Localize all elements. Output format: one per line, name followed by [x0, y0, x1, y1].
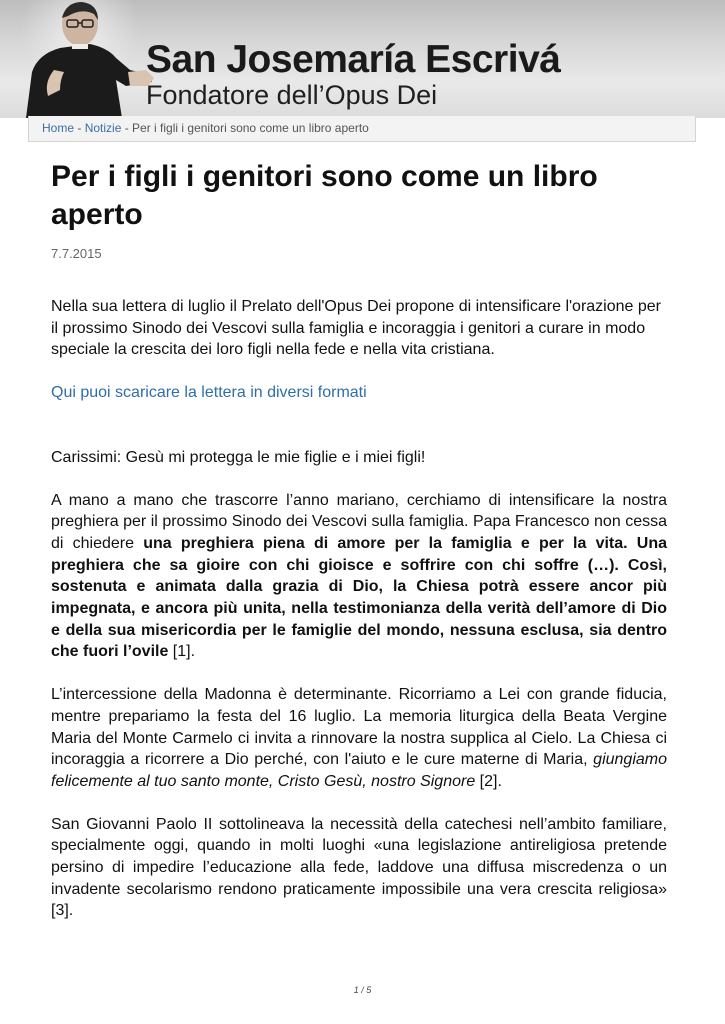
breadcrumb-current: Per i figli i genitori sono come un libro aperto	[132, 121, 369, 135]
paragraph-3: San Giovanni Paolo II sottolineava la necessità della catechesi nell’ambito familiare, specialmente oggi, quando in molti luoghi «una legislazione antireligiosa pretende persino di impedire l’educazione alla fede, laddove una diffusa miscredenza o un invadente secolarismo rendono praticamente impossibile una vera crescita religiosa» [3].	[51, 815, 667, 920]
site-title: San Josemaría Escrivá	[146, 38, 561, 81]
article-body	[51, 296, 667, 922]
download-letter-link[interactable]: Qui puoi scaricare la lettera in diversi formati	[51, 384, 367, 402]
article-title: Per i figli i genitori sono come un libro aperto	[51, 160, 598, 231]
site-header	[0, 0, 725, 118]
breadcrumb-home-link[interactable]: Home	[42, 121, 75, 135]
paragraph-1-text: A mano a mano che trascorre l’anno mariano, cerchiamo di intensificare la nostra preghiera per il prossimo Sinodo dei Vescovi sulla famiglia. Papa Francesco non cessa di chiedere	[51, 491, 667, 552]
paragraph-2-text: L’intercessione della Madonna è determinante. Ricorriamo a Lei con grande fiducia, mentre prepariamo la festa del 16 luglio. La memoria liturgica della Beata Vergine Maria del Monte Carmelo ci invita a rinnovare la nostra supplica al Cielo. La Chiesa ci incoraggia a ricorrere a Dio perché, con l'aiuto e le cure materne di Maria,	[51, 686, 667, 769]
greeting-paragraph: Carissimi: Gesù mi protegga le mie figlie e i miei figli!	[51, 448, 426, 466]
footnote-ref-2: [2].	[475, 772, 502, 790]
page-number: 1 / 5	[353, 985, 372, 995]
breadcrumb	[42, 121, 369, 135]
breadcrumb-separator: -	[121, 121, 133, 135]
article-date: 7.7.2015	[51, 246, 102, 261]
breadcrumb-separator: -	[74, 121, 85, 135]
paragraph-1	[51, 490, 667, 664]
paragraph-2	[51, 684, 667, 793]
article-intro: Nella sua lettera di luglio il Prelato dell'Opus Dei propone di intensificare l'orazione per il prossimo Sinodo dei Vescovi sulla famiglia e incoraggia i genitori a curare in modo speciale la crescita dei loro figli nella fede e nella vita cristiana.	[51, 298, 661, 359]
footnote-ref-1: [1].	[168, 643, 196, 661]
site-subtitle: Fondatore dell’Opus Dei	[146, 80, 438, 110]
breadcrumb-bar	[28, 116, 696, 142]
breadcrumb-notizie-link[interactable]: Notizie	[84, 121, 122, 135]
paragraph-1-quote: una preghiera piena di amore per la famiglia e per la vita. Una preghiera che sa gioire con chi gioisce e soffrire con chi soffre (…). Così, sostenuta e animata dalla grazia di Dio, la Chiesa potrà essere ancor più impegnata, e ancora più unita, nella testimonianza della verità dell’amore di Dio e della sua misericordia per le famiglie del mondo, nessuna esclusa, sia dentro che fuori l’ovile	[51, 534, 667, 661]
paragraph-2-quote: giungiamo felicemente al tuo santo monte, Cristo Gesù, nostro Signore	[51, 751, 667, 790]
